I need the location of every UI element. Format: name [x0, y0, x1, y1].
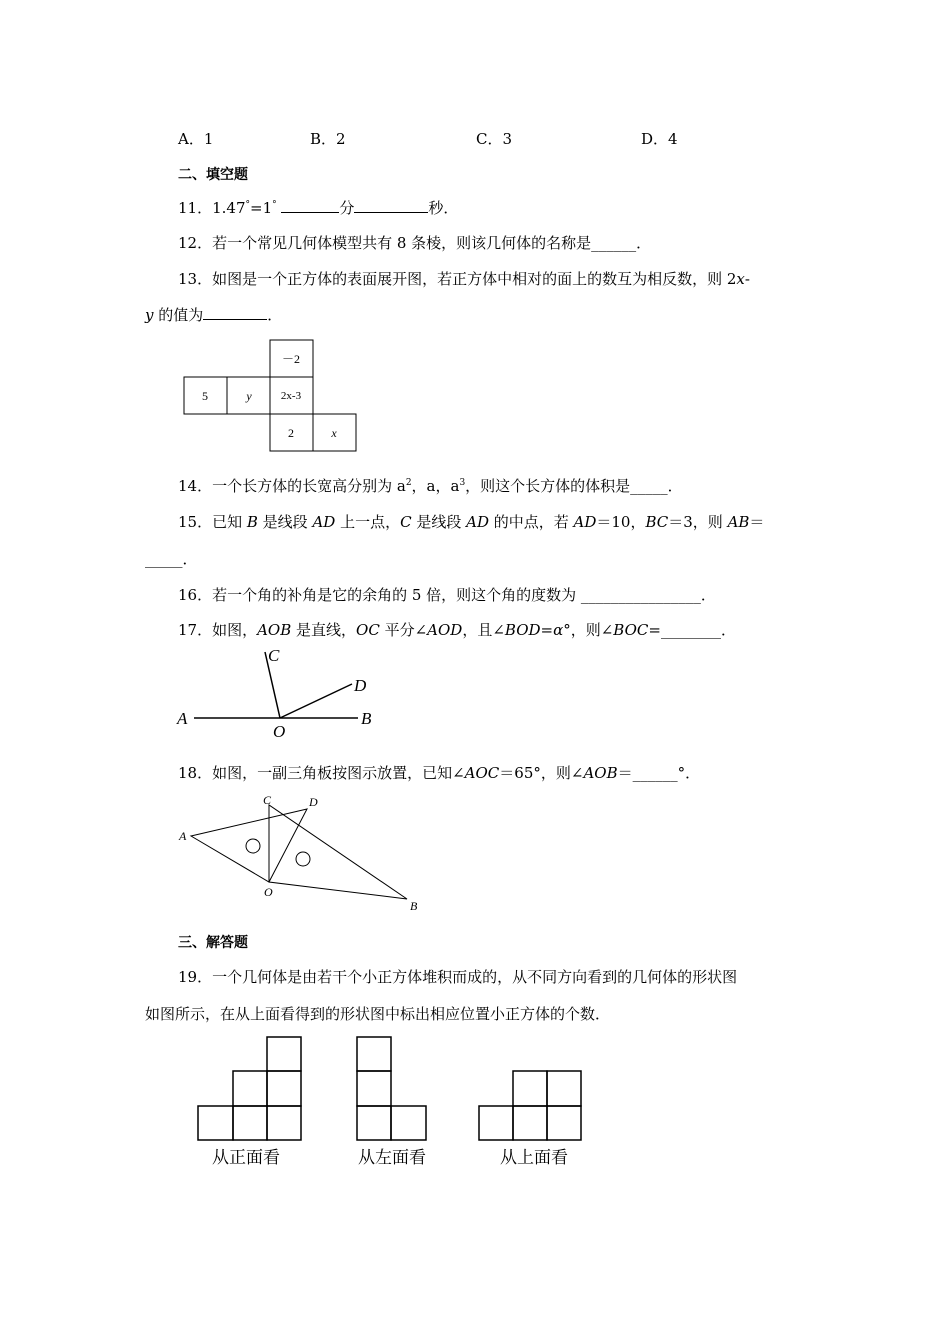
- option-a: A．1: [178, 130, 214, 148]
- section-heading-solutions: 三、解答题: [178, 935, 248, 951]
- q17-AOB: AOB: [257, 621, 292, 639]
- q14-power-3: 3: [459, 478, 466, 488]
- q18-b: ＝65°，则∠: [499, 764, 584, 782]
- q17-f: ________．: [660, 621, 736, 639]
- q15-AD-3: AD: [573, 513, 597, 531]
- front-view-label: 从正面看: [212, 1148, 280, 1168]
- q15-t2: 上一点，: [335, 513, 401, 531]
- q14-power-2: 2: [405, 478, 412, 488]
- q14-text: 14．一个长方体的长宽高分别为 a: [178, 477, 406, 495]
- question-13-line1: [178, 268, 750, 289]
- q17-e: ，则∠: [570, 621, 614, 639]
- q14-end: ，则这个长方体的体积是_____．: [465, 477, 683, 495]
- question-15-line2: _____．: [145, 550, 198, 568]
- q15-C: C: [400, 513, 412, 531]
- q13-y: y: [145, 306, 154, 324]
- q17-d: ，且∠: [462, 621, 505, 639]
- question-19-line2: 如图所示，在从上面看得到的形状图中标出相应位置小正方体的个数．: [145, 1005, 611, 1023]
- question-12: 12．若一个常见几何体模型共有 8 条棱，则该几何体的名称是______．: [178, 234, 652, 252]
- fig17-label-O: O: [273, 722, 286, 741]
- question-18: [178, 762, 700, 783]
- q11-expr: 1.47: [212, 199, 246, 217]
- fig18-label-O: O: [264, 885, 273, 899]
- option-d: D．4: [641, 130, 678, 148]
- question-13-line2: [145, 304, 282, 325]
- cube-net-figure: [183, 339, 358, 455]
- q17-OC: OC: [356, 621, 380, 639]
- fig17-label-B: B: [361, 709, 372, 728]
- net-cell-2-label: y: [246, 389, 252, 403]
- q15-AB: AB: [727, 513, 750, 531]
- q11-miao: 秒．: [428, 199, 459, 217]
- q11-blank-1: [281, 198, 339, 213]
- q11-blank-2: [354, 198, 428, 213]
- q15-t4: 的中点，若: [488, 513, 574, 531]
- q13-x: x: [736, 270, 745, 288]
- q15-t5: ＝10，: [596, 513, 646, 531]
- q11-degree-2: °: [272, 200, 277, 210]
- q15-BC: BC: [645, 513, 669, 531]
- q15-t0: 15．已知: [178, 513, 247, 531]
- top-view-label: 从上面看: [500, 1148, 568, 1168]
- q13-dash: -: [744, 270, 750, 288]
- q15-t1: 是线段: [257, 513, 313, 531]
- q14-mid: ，a，a: [411, 477, 460, 495]
- net-top-label: －2: [281, 352, 301, 366]
- q11-fen: 分: [339, 199, 355, 217]
- question-17: [178, 619, 736, 640]
- q18-c: ＝______°．: [617, 764, 701, 782]
- section-heading-fill-in: 二、填空题: [178, 167, 248, 183]
- fig18-label-D: D: [309, 795, 318, 809]
- fig17-label-C: C: [268, 646, 280, 665]
- q17-BOD: BOD=α°: [504, 621, 571, 639]
- q17-a: 17．如图，: [178, 621, 258, 639]
- fig17-label-D: D: [354, 676, 367, 695]
- q11-eq: =1: [250, 199, 273, 217]
- q15-t6: ＝3，则: [668, 513, 728, 531]
- question-11: [178, 197, 458, 218]
- q13-tail: 的值为: [153, 306, 204, 324]
- question-19-line1: 19．一个几何体是由若干个小正方体堆积而成的，从不同方向看到的几何体的形状图: [178, 968, 738, 986]
- option-b: B．2: [310, 130, 346, 148]
- q15-AD-2: AD: [466, 513, 489, 531]
- q15-B: B: [246, 513, 258, 531]
- q17-AOD: AOD: [427, 621, 463, 639]
- triangle-rulers-figure-18: [175, 790, 425, 915]
- fig18-label-A: A: [179, 829, 187, 843]
- q15-t3: 是线段: [411, 513, 467, 531]
- q18-AOB: AOB: [583, 764, 618, 782]
- question-15-line1: [178, 511, 764, 532]
- fig18-label-B: B: [410, 899, 418, 913]
- fig17-label-A: A: [177, 709, 188, 728]
- net-bottom-2-label: x: [331, 426, 337, 440]
- question-16: 16．若一个角的补角是它的余角的 5 倍，则这个角的度数为 ________________．: [178, 586, 716, 604]
- net-cell-3-label: 2x-3: [280, 390, 302, 402]
- question-14: [178, 475, 683, 496]
- q17-b: 是直线，: [291, 621, 357, 639]
- fig18-label-C: C: [263, 793, 272, 807]
- q15-t7: ＝: [749, 513, 765, 531]
- q13-end: ．: [267, 306, 283, 324]
- q13-text: 13．如图是一个正方体的表面展开图，若正方体中相对的面上的数互为相反数，则 2: [178, 270, 737, 288]
- q15-AD-1: AD: [312, 513, 336, 531]
- net-bottom-1-label: 2: [288, 426, 294, 440]
- left-view-label: 从左面看: [358, 1148, 426, 1168]
- q17-c: 平分∠: [379, 621, 428, 639]
- q11-degree-1: °: [245, 200, 250, 210]
- q18-a: 18．如图，一副三角板按图示放置，已知∠: [178, 764, 465, 782]
- q18-AOC: AOC: [464, 764, 500, 782]
- q11-number: 11．: [178, 199, 213, 217]
- q13-blank: [203, 305, 267, 320]
- angle-figure-17: [172, 644, 387, 744]
- net-cell-1-label: 5: [202, 389, 208, 403]
- option-c: C．3: [476, 130, 513, 148]
- q17-BOC: BOC=: [613, 621, 661, 639]
